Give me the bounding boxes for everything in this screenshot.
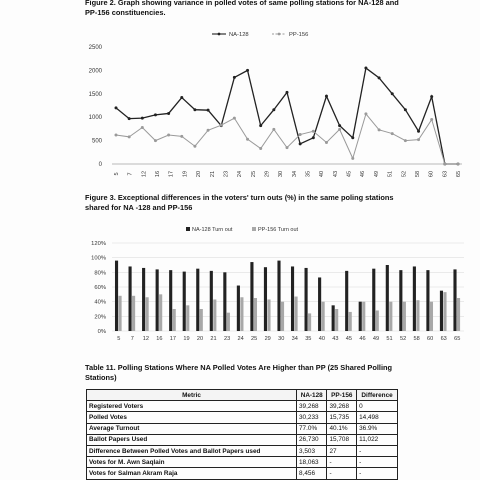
x-tick-label: 30 (278, 336, 285, 342)
data-point (417, 138, 420, 141)
x-tick-label: 17 (168, 170, 175, 178)
table-row (87, 423, 398, 434)
series-line (116, 114, 458, 164)
data-point (312, 130, 315, 133)
legend-label: PP-156 Turn out (258, 227, 299, 233)
x-tick-label: 7 (130, 336, 134, 342)
data-point (364, 67, 367, 70)
row-na128: 26,730 (297, 434, 327, 445)
x-tick-label: 58 (413, 336, 420, 342)
x-tick-label: 24 (237, 170, 244, 178)
y-tick-label: 40% (94, 299, 106, 306)
data-point (338, 124, 341, 127)
bar (399, 270, 402, 331)
row-na128: 3,503 (297, 445, 327, 456)
x-tick-label: 21 (209, 170, 216, 178)
row-metric: Votes for Salman Akram Raja (87, 468, 297, 479)
data-point (259, 147, 262, 150)
bar (223, 272, 226, 331)
bar (250, 262, 253, 331)
x-tick-label: 30 (278, 170, 285, 178)
header-metric: Metric (87, 390, 297, 401)
x-tick-label: 29 (264, 336, 271, 342)
bar (146, 297, 149, 331)
bar (267, 299, 270, 331)
data-point (207, 129, 210, 132)
data-point (128, 117, 131, 120)
x-tick-label: 65 (456, 170, 462, 178)
bar (426, 270, 429, 331)
data-point (299, 133, 302, 136)
data-point (430, 95, 433, 98)
x-tick-label: 5 (114, 172, 120, 176)
row-metric: Polled Votes (87, 412, 297, 423)
data-point (338, 128, 341, 131)
data-point (167, 133, 170, 136)
row-pp156: - (327, 457, 357, 468)
row-difference: 14,498 (357, 412, 398, 423)
data-point (141, 126, 144, 129)
row-difference: 11,022 (357, 434, 398, 445)
bar (264, 267, 267, 331)
x-tick-label: 63 (442, 170, 449, 178)
data-point (246, 138, 249, 141)
bar (156, 269, 159, 331)
row-difference: - (357, 457, 398, 468)
x-tick-label: 23 (223, 336, 231, 342)
data-point (233, 76, 236, 79)
data-point (233, 117, 236, 120)
bar (440, 291, 443, 331)
y-tick-label: 20% (94, 314, 106, 321)
legend-swatch (252, 227, 256, 231)
header-difference: Difference (357, 390, 398, 401)
bar (186, 305, 189, 331)
bar (169, 270, 172, 331)
header-na128: NA-128 (297, 390, 327, 401)
x-tick-label: 45 (346, 170, 353, 178)
x-tick-label: 58 (414, 170, 421, 178)
bar (308, 313, 311, 331)
x-tick-label: 40 (318, 336, 325, 342)
bar (362, 302, 365, 331)
row-metric: Difference Between Polled Votes and Ballot Papers used (87, 445, 297, 456)
row-pp156: 27 (327, 445, 357, 456)
x-tick-label: 43 (332, 170, 339, 178)
data-point (404, 108, 407, 111)
table-row (87, 401, 398, 412)
data-point (207, 109, 210, 112)
data-point (286, 91, 289, 94)
data-point (272, 128, 275, 131)
data-point (351, 136, 354, 139)
figure2-line-chart (0, 0, 480, 195)
data-point (115, 133, 118, 136)
row-metric: Votes for M. Awn Saqlain (87, 457, 297, 468)
data-point (378, 128, 381, 131)
x-tick-label: 46 (359, 336, 366, 342)
x-tick-label: 52 (401, 170, 408, 178)
x-tick-label: 20 (196, 336, 204, 342)
bar (277, 261, 280, 331)
bar (291, 266, 294, 331)
row-metric: Registered Voters (87, 401, 297, 412)
data-point (351, 157, 354, 160)
data-point (115, 106, 118, 109)
figure3-caption: Figure 3. Exceptional differences in the voters' turn outs (%) in the same poling stations shared for NA -128 and PP-156 (85, 193, 394, 212)
bar (376, 310, 379, 331)
x-tick-label: 23 (223, 170, 230, 178)
data-point (378, 76, 381, 79)
bar (305, 268, 308, 331)
x-tick-label: 60 (428, 170, 435, 178)
bar (335, 309, 338, 331)
bar (386, 265, 389, 331)
row-difference: - (357, 445, 398, 456)
data-point (167, 112, 170, 115)
bar (118, 296, 121, 331)
x-tick-label: 21 (210, 336, 217, 342)
bar (213, 299, 216, 331)
bar (413, 266, 416, 331)
data-point (299, 142, 302, 145)
legend-label: NA-128 Turn out (192, 227, 233, 233)
y-tick-label: 2500 (88, 45, 102, 51)
bar (457, 298, 460, 331)
x-tick-label: 12 (141, 170, 148, 178)
row-difference: 0 (357, 401, 398, 412)
x-tick-label: 43 (332, 336, 339, 342)
x-tick-label: 24 (237, 336, 244, 342)
x-tick-label: 51 (386, 336, 393, 342)
data-point (180, 96, 183, 99)
bar (227, 313, 230, 331)
row-pp156: - (327, 468, 357, 479)
row-na128: 39,268 (297, 401, 327, 412)
x-tick-label: 49 (373, 170, 380, 178)
x-tick-label: 34 (291, 336, 298, 342)
data-point (325, 95, 328, 98)
data-point (272, 108, 275, 111)
y-tick-label: 0% (97, 329, 106, 335)
x-tick-label: 49 (372, 336, 380, 342)
row-na128: 77.0% (297, 423, 327, 434)
bar (173, 309, 176, 331)
row-pp156: 15,708 (327, 434, 357, 445)
bar (254, 298, 257, 331)
x-tick-label: 16 (156, 336, 163, 342)
data-point (141, 117, 144, 120)
bar (237, 286, 240, 331)
bar (200, 309, 203, 331)
x-tick-label: 34 (291, 170, 298, 178)
bar (372, 269, 375, 331)
bar (389, 302, 392, 331)
data-point (364, 112, 367, 115)
x-tick-label: 45 (345, 336, 353, 342)
row-difference: - (357, 468, 398, 479)
bar (416, 300, 419, 331)
data-point (180, 135, 183, 138)
legend-marker (218, 33, 221, 36)
x-tick-label: 29 (264, 170, 271, 178)
row-na128: 8,456 (297, 468, 327, 479)
bar (318, 277, 321, 331)
table11-caption: Table 11. Polling Stations Where NA Polled Votes Are Higher than PP (25 Shared Polling Stations) (85, 363, 393, 382)
series-line (116, 68, 458, 164)
row-metric: Average Turnout (87, 423, 297, 434)
bar (240, 297, 243, 331)
data-point (312, 136, 315, 139)
x-tick-label: 19 (183, 336, 190, 342)
row-na128: 18,063 (297, 457, 327, 468)
header-pp156: PP-156 (327, 390, 357, 401)
x-tick-label: 65 (454, 336, 461, 342)
bar (403, 302, 406, 331)
x-tick-label: 7 (127, 172, 134, 176)
data-point (417, 130, 420, 133)
x-tick-label: 52 (399, 336, 407, 342)
y-tick-label: 100% (91, 255, 106, 262)
x-tick-label: 63 (440, 336, 447, 342)
x-tick-label: 40 (319, 170, 326, 178)
data-point (193, 145, 196, 148)
data-point (325, 141, 328, 144)
table-row (87, 468, 398, 479)
legend-marker (278, 33, 281, 36)
bar (132, 296, 135, 331)
y-tick-label: 0 (98, 162, 102, 168)
bar (210, 271, 213, 331)
data-point (391, 132, 394, 135)
x-tick-label: 46 (360, 170, 367, 178)
figure3-bar-chart (0, 222, 480, 382)
data-point (286, 146, 289, 149)
data-point (430, 118, 433, 121)
row-pp156: 15,735 (327, 412, 357, 423)
x-tick-label: 25 (250, 170, 257, 178)
bar (345, 271, 348, 331)
table11 (86, 389, 398, 480)
y-tick-label: 60% (94, 285, 106, 291)
data-point (457, 163, 460, 166)
bar (322, 302, 325, 331)
bar (129, 266, 132, 331)
data-point (246, 69, 249, 72)
bar (332, 305, 335, 331)
x-tick-label: 5 (117, 336, 121, 342)
data-point (154, 139, 157, 142)
data-point (443, 163, 446, 166)
data-point (128, 135, 131, 138)
x-tick-label: 20 (196, 170, 203, 178)
data-point (259, 124, 262, 127)
y-tick-label: 120% (91, 241, 106, 247)
y-tick-label: 1000 (88, 115, 102, 122)
bar (115, 261, 118, 331)
data-point (154, 113, 157, 116)
y-tick-label: 500 (91, 138, 102, 145)
x-tick-label: 35 (305, 336, 312, 342)
bar (453, 269, 456, 331)
bar (359, 302, 362, 331)
data-point (193, 108, 196, 111)
legend-label: NA-128 (229, 32, 249, 38)
data-point (404, 139, 407, 142)
row-metric: Ballot Papers Used (87, 434, 297, 445)
y-tick-label: 1500 (88, 91, 102, 98)
bar (349, 312, 352, 331)
data-point (391, 92, 394, 95)
x-tick-label: 12 (142, 336, 149, 342)
legend-swatch (186, 227, 190, 231)
y-tick-label: 2000 (88, 68, 102, 75)
table-row (87, 445, 398, 456)
bar (443, 292, 446, 331)
table-row (87, 434, 398, 445)
x-tick-label: 60 (427, 336, 434, 342)
table-row (87, 457, 398, 468)
bar (159, 294, 162, 331)
bar (281, 302, 284, 331)
bar (196, 269, 199, 331)
bar (183, 272, 186, 331)
row-difference: 36.9% (357, 423, 398, 434)
row-pp156: 39,268 (327, 401, 357, 412)
x-tick-label: 16 (155, 170, 162, 178)
x-tick-label: 51 (387, 170, 394, 178)
data-point (220, 124, 223, 127)
bar (430, 302, 433, 331)
row-na128: 30,233 (297, 412, 327, 423)
row-pp156: 40.1% (327, 423, 357, 434)
x-tick-label: 35 (305, 170, 312, 178)
bar (294, 297, 297, 331)
y-tick-label: 80% (94, 270, 106, 277)
table11-header-row (87, 390, 398, 401)
x-tick-label: 25 (251, 336, 258, 342)
bar (142, 268, 145, 331)
table-row (87, 412, 398, 423)
legend-label: PP-156 (289, 32, 309, 38)
x-tick-label: 19 (182, 170, 189, 178)
figure2-caption: Figure 2. Graph showing variance in polled votes of same polling stations for NA-128 and PP-156 constituencies. (85, 0, 399, 17)
x-tick-label: 17 (169, 336, 177, 342)
